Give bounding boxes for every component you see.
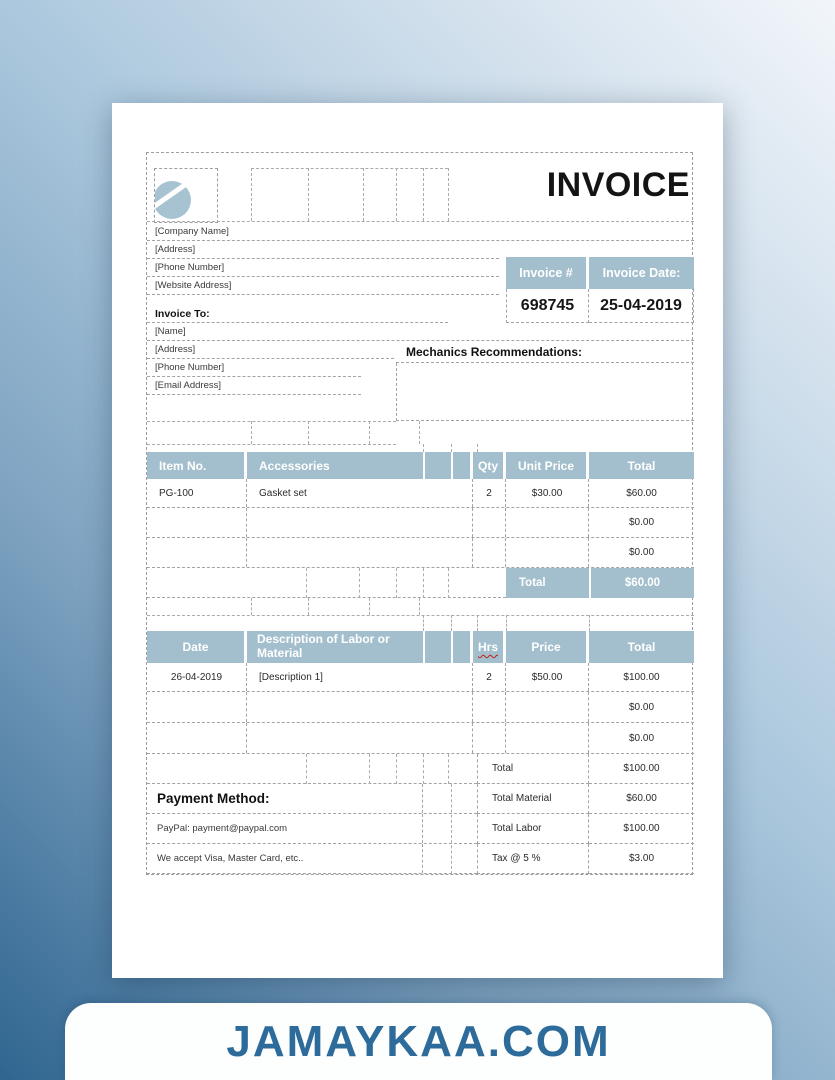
labor-hrs: 2 — [473, 663, 506, 691]
payment-row — [147, 844, 477, 874]
labor-price: $50.00 — [506, 663, 589, 691]
labor-row — [147, 692, 694, 723]
gridline — [477, 444, 478, 452]
gridline — [451, 452, 453, 479]
logo-stripe — [154, 181, 191, 212]
summary-label: Total Material — [477, 784, 589, 814]
gridline — [451, 615, 452, 631]
gridline — [251, 168, 252, 221]
summary-label: Total Labor — [477, 814, 589, 844]
labor-header-price: Price — [506, 631, 589, 663]
gridline — [369, 754, 370, 784]
gridline — [423, 631, 425, 663]
labor-total-row-filler — [147, 754, 477, 784]
labor-row — [147, 663, 694, 692]
labor-header-total: Total — [589, 631, 694, 663]
gridline — [589, 615, 590, 631]
labor-desc: [Description 1] — [247, 663, 473, 691]
gridline — [363, 168, 364, 221]
mechanics-box — [396, 363, 694, 421]
gridline — [147, 421, 396, 422]
gridline — [419, 421, 420, 444]
bill-to-heading: Invoice To: — [147, 303, 448, 323]
labor-price — [506, 692, 589, 722]
company-phone: [Phone Number] — [147, 259, 499, 277]
gridline — [423, 452, 425, 479]
gridline — [423, 615, 424, 631]
labor-desc — [247, 692, 473, 722]
items-total-row-filler — [147, 568, 506, 598]
gridline — [308, 598, 309, 615]
gridline — [308, 168, 309, 221]
labor-date: 26-04-2019 — [147, 663, 247, 691]
labor-header-date: Date — [147, 631, 247, 663]
payment-line1: PayPal: payment@paypal.com — [147, 814, 423, 843]
items-header-item-no: Item No. — [147, 452, 247, 479]
gridline — [251, 168, 448, 169]
invoice-number-value: 698745 — [506, 289, 589, 323]
items-total-label: Total — [506, 568, 589, 598]
items-total-value: $60.00 — [591, 568, 694, 598]
company-website: [Website Address] — [147, 277, 499, 295]
labor-hrs — [473, 723, 506, 753]
item-total: $0.00 — [628, 547, 655, 558]
labor-total-label: Total — [477, 754, 589, 784]
item-desc — [247, 538, 473, 567]
summary-value: $60.00 — [589, 784, 694, 814]
gridline — [147, 444, 396, 445]
summary-label: Tax @ 5 % — [477, 844, 589, 874]
gridline — [423, 568, 424, 598]
item-total: $0.00 — [628, 517, 655, 528]
items-header-accessories: Accessories — [247, 452, 473, 479]
item-desc — [247, 508, 473, 537]
items-row — [147, 479, 694, 508]
gridline — [308, 421, 309, 444]
labor-price — [506, 723, 589, 753]
gridline — [506, 615, 507, 631]
item-qty: 2 — [473, 479, 506, 507]
items-header-row — [147, 452, 694, 479]
labor-row — [147, 723, 694, 754]
summary-value: $3.00 — [589, 844, 694, 874]
item-no — [147, 538, 247, 567]
bill-to-email: [Email Address] — [147, 377, 361, 395]
payment-line2: We accept Visa, Master Card, etc.. — [147, 844, 423, 873]
invoice-date-value: 25-04-2019 — [589, 289, 694, 323]
item-unit-price — [506, 538, 589, 567]
invoice-date-header: Invoice Date: — [589, 257, 694, 289]
labor-total: $0.00 — [628, 701, 655, 713]
gridline — [147, 221, 694, 222]
gridline — [448, 754, 449, 784]
gridline — [306, 568, 307, 598]
payment-row — [147, 814, 477, 844]
gridline — [396, 168, 397, 221]
labor-total-value: $100.00 — [589, 754, 694, 784]
gridline — [448, 568, 449, 598]
gridline — [396, 754, 397, 784]
item-total: $60.00 — [626, 487, 657, 499]
item-unit-price: $30.00 — [506, 479, 589, 507]
labor-header-description: Description of Labor or Material — [257, 632, 390, 660]
items-row — [147, 508, 694, 538]
labor-header-row — [147, 631, 694, 663]
gridline — [369, 421, 370, 444]
gridline — [396, 568, 397, 598]
labor-header-hrs: Hrs — [477, 640, 498, 654]
item-qty — [473, 508, 506, 537]
summary-value: $100.00 — [589, 814, 694, 844]
item-no — [147, 508, 247, 537]
gridline — [306, 754, 307, 784]
gridline — [251, 421, 252, 444]
item-qty — [473, 538, 506, 567]
gridline — [477, 615, 478, 631]
labor-total: $100.00 — [623, 671, 660, 683]
mechanics-heading: Mechanics Recommendations: — [396, 343, 694, 363]
labor-date — [147, 723, 247, 753]
labor-total: $0.00 — [628, 732, 655, 744]
item-no: PG-100 — [147, 479, 247, 507]
gridline — [448, 168, 449, 221]
company-address: [Address] — [147, 241, 499, 259]
gridline — [147, 615, 694, 616]
logo-box — [154, 168, 218, 223]
invoice-body — [146, 152, 693, 875]
items-header-unit-price: Unit Price — [506, 452, 589, 479]
item-desc: Gasket set — [247, 479, 473, 507]
gridline — [451, 784, 452, 874]
gridline — [423, 754, 424, 784]
watermark-text: JAMAYKAA.COM — [226, 1016, 611, 1066]
gridline — [423, 168, 424, 221]
item-unit-price — [506, 508, 589, 537]
bill-to-phone: [Phone Number] — [147, 359, 361, 377]
company-name: [Company Name] — [147, 223, 694, 241]
invoice-title: INVOICE — [546, 166, 690, 204]
items-header-qty: Qty — [473, 452, 506, 479]
labor-date — [147, 692, 247, 722]
bill-to-name: [Name] — [147, 323, 694, 341]
company-logo-icon — [154, 181, 191, 219]
items-header-total: Total — [589, 452, 694, 479]
gridline — [451, 444, 452, 452]
invoice-page — [112, 103, 723, 978]
payment-heading: Payment Method: — [147, 784, 423, 813]
labor-hrs — [473, 692, 506, 722]
bill-to-address: [Address] — [147, 341, 394, 359]
gridline — [359, 568, 360, 598]
gridline — [451, 631, 453, 663]
items-row — [147, 538, 694, 568]
gridline — [369, 598, 370, 615]
labor-desc — [247, 723, 473, 753]
watermark-banner — [65, 1003, 772, 1080]
invoice-number-header: Invoice # — [506, 257, 589, 289]
payment-row — [147, 784, 477, 814]
gridline — [423, 444, 424, 452]
gridline — [251, 598, 252, 615]
gridline — [419, 598, 420, 615]
